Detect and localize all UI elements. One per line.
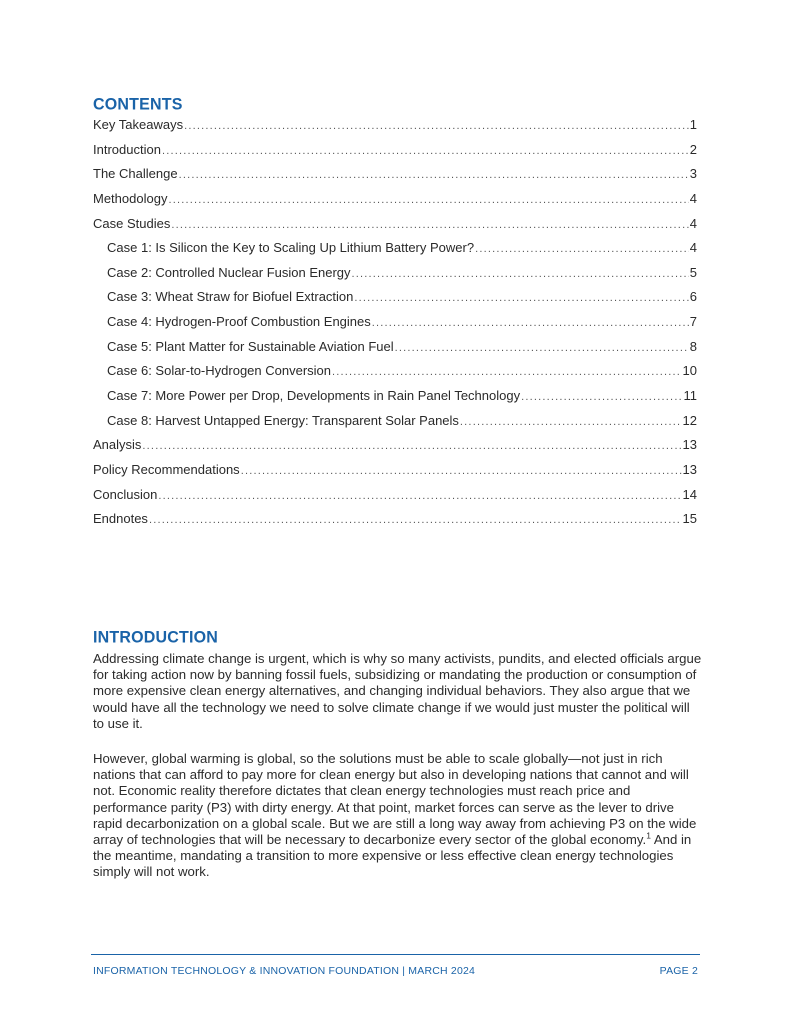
toc-leader-dots [158,484,681,509]
toc-leader-dots [142,434,681,459]
toc-entry-page: 3 [689,166,697,182]
toc-leader-dots [521,385,682,410]
toc-leader-dots [184,114,689,139]
toc-entry-title: Case Studies [93,215,171,231]
toc-entry-page: 11 [683,388,697,404]
toc-entry-title: Case 5: Plant Matter for Sustainable Aviation Fuel [107,338,394,354]
toc-leader-dots [354,286,688,311]
toc-entry-page: 4 [689,215,697,231]
toc-entry[interactable] [93,483,697,508]
toc-subentry[interactable] [93,409,697,434]
toc-leader-dots [372,311,689,336]
introduction-paragraph-2 [93,751,703,881]
toc-entry-page: 10 [682,363,697,379]
toc-leader-dots [332,360,682,385]
toc-leader-dots [460,410,682,435]
toc-entry-title: Case 7: More Power per Drop, Developments in Rain Panel Technology [107,388,521,404]
toc-entry-title: Endnotes [93,511,148,527]
toc-entry-page: 6 [689,289,697,305]
table-of-contents [93,113,697,532]
toc-subentry[interactable] [93,335,697,360]
toc-entry-title: Methodology [93,190,168,206]
toc-entry[interactable] [93,138,697,163]
footer-page-number: PAGE 2 [659,965,698,977]
toc-entry-page: 4 [689,240,697,256]
toc-entry-title: Case 2: Controlled Nuclear Fusion Energy [107,264,351,280]
toc-entry-page: 14 [682,486,697,502]
toc-leader-dots [171,213,688,238]
toc-entry-page: 7 [689,314,697,330]
introduction-paragraph-1: Addressing climate change is urgent, which is why so many activists, pundits, and elected officials argue for taking action now by banning fossil fuels, subsidizing or mandating the production or consumption of more expensive clean energy alternatives, and changing individual behaviors. They also argue that we would have all the technology we need to solve climate change if we would just muster the political will to use it. [93,651,702,731]
toc-entry-title: Case 4: Hydrogen-Proof Combustion Engines [107,314,371,330]
paragraph-text: And in the meantime, mandating a transition to more expensive or less effective clean energy technologies simply will not work. [93,832,692,880]
toc-entry-title: Case 8: Harvest Untapped Energy: Transparent Solar Panels [107,412,459,428]
toc-entry-page: 13 [682,461,697,477]
footer-publisher: INFORMATION TECHNOLOGY & INNOVATION FOUNDATION | MARCH 2024 [93,965,476,977]
toc-leader-dots [168,188,688,213]
endnote-reference[interactable]: 1 [646,830,651,841]
toc-entry[interactable] [93,212,697,237]
toc-entry-page: 2 [689,141,697,157]
toc-leader-dots [179,163,689,188]
paragraph-text: However, global warming is global, so the solutions must be able to scale globally—not just in rich nations that can afford to pay more for clean energy but also in developing nations that cannot and will not. Economic reality therefore dictates that clean energy technologies must reach price and performance parity (P3) with dirty energy. At that point, market forces can serve as the lever to drive rapid decarbonization on a global scale. But we are still a long way away from achieving P3 on the wide array of technologies that will be necessary to decarbonize every sector of the global economy. [93,751,697,848]
toc-entry[interactable] [93,507,697,532]
toc-entry-title: Analysis [93,437,142,453]
toc-subentry[interactable] [93,261,697,286]
toc-entry-page: 5 [689,264,697,280]
toc-entry-title: Policy Recommendations [93,461,240,477]
toc-leader-dots [395,336,689,361]
footer-divider [91,954,700,955]
toc-entry-page: 15 [682,511,697,527]
toc-entry-title: Case 1: Is Silicon the Key to Scaling Up Lithium Battery Power? [107,240,475,256]
toc-subentry[interactable] [93,285,697,310]
toc-entry-title: Conclusion [93,486,158,502]
toc-subentry[interactable] [93,236,697,261]
toc-entry[interactable] [93,162,697,187]
introduction-heading: INTRODUCTION [93,629,219,647]
toc-leader-dots [352,262,689,287]
contents-heading: CONTENTS [93,96,183,114]
toc-entry[interactable] [93,458,697,483]
toc-leader-dots [241,459,682,484]
toc-leader-dots [162,139,689,164]
toc-subentry[interactable] [93,359,697,384]
toc-entry-page: 13 [682,437,697,453]
toc-entry-title: The Challenge [93,166,178,182]
toc-leader-dots [149,508,682,533]
toc-entry-title: Case 6: Solar-to-Hydrogen Conversion [107,363,331,379]
toc-entry-page: 1 [689,117,697,132]
toc-entry[interactable] [93,187,697,212]
toc-entry-page: 8 [689,338,697,354]
toc-entry-title: Case 3: Wheat Straw for Biofuel Extraction [107,289,354,305]
toc-entry-page: 12 [682,412,697,428]
toc-entry-title: Key Takeaways [93,117,184,132]
toc-entry-title: Introduction [93,141,161,157]
toc-leader-dots [475,237,689,262]
toc-subentry[interactable] [93,310,697,335]
toc-entry[interactable] [93,433,697,458]
toc-subentry[interactable] [93,384,697,409]
toc-entry-page: 4 [689,190,697,206]
toc-entry[interactable] [93,113,697,138]
